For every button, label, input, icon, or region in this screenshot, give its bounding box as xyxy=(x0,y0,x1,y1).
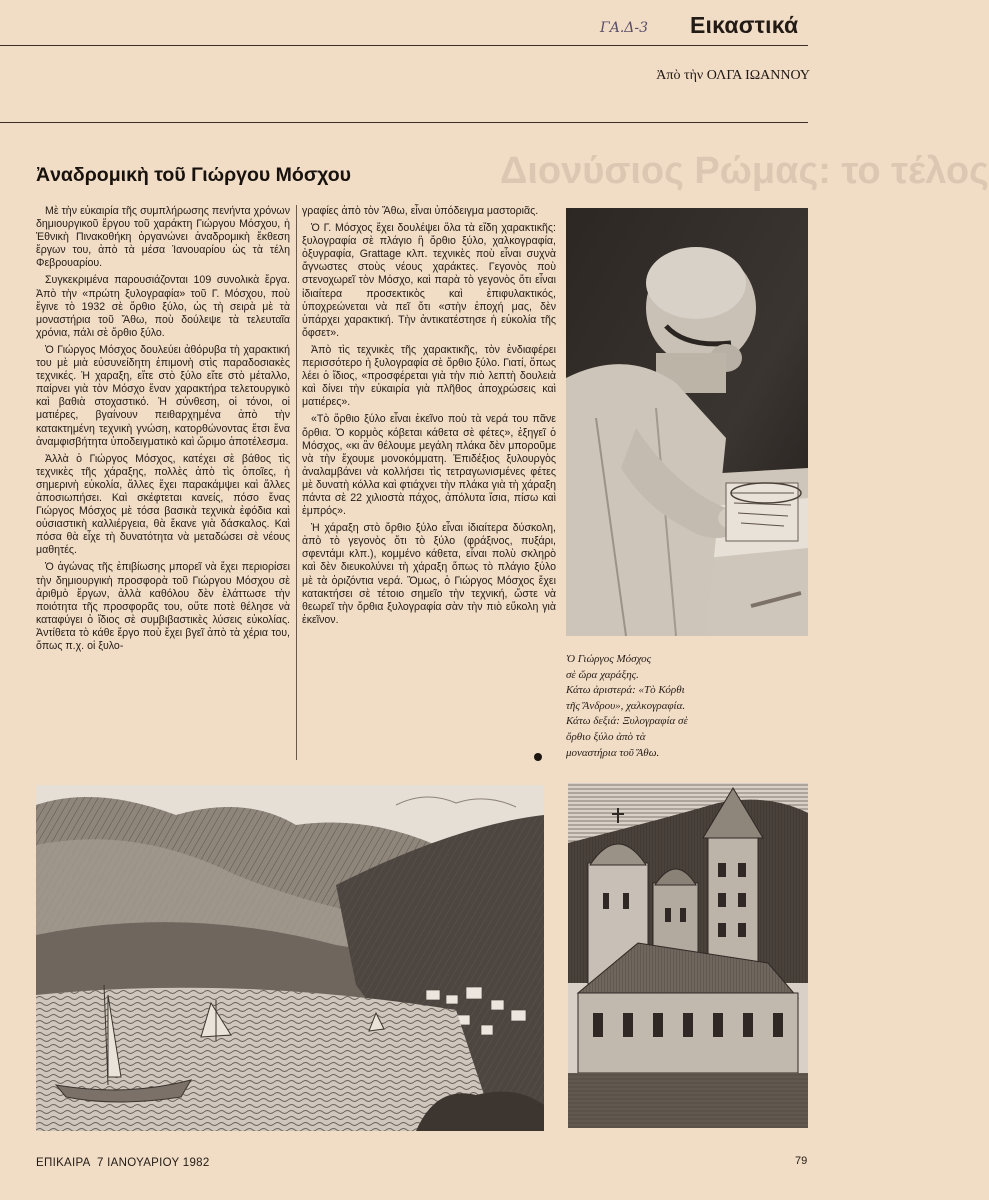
background-bleed-text: Διονύσιος Ρώμας: το τέλος xyxy=(500,150,989,192)
column-divider xyxy=(296,205,297,760)
caption-line: ὄρθιο ξύλο ἀπὸ τὰ xyxy=(566,730,646,743)
section-label: Εικαστικά xyxy=(690,12,799,38)
article-column-1 xyxy=(36,205,290,657)
paragraph: Ὁ Γ. Μόσχος ἔχει δουλέψει ὅλα τὰ εἴδη χαρακτικῆς: ξυλογραφία σὲ πλάγιο ἢ ὄρθιο ξύλο, χαλκογραφία, ὀξυγραφία, Grattage κλπ. τεχνικὲς ποὺ εἶναι συχνὰ ἄγνωστες στοὺς νέους χαράκτες. Γεγονὸς ποὺ στενοχωρεῖ τὸν Μόσχο, καὶ παρὰ τὸ γεγονὸς ὅτι εἶναι ἰδιαίτερα προσεκτικὸς καὶ ἐπιφυλακτικός, ὑποχρεώνεται νὰ πεῖ ὅτι «στὴν ἐποχή μας, δὲν ὑπάρχει χαρακτική. Τὴν ἀντικατέστησε ἡ εὐκολία τῆς ὄφσετ». xyxy=(302,222,556,339)
handwritten-note: ΓΑ.Δ-3 xyxy=(600,20,649,36)
paragraph: γραφίες ἀπὸ τὸν Ἄθω, εἶναι ὑπόδειγμα μαστοριᾶς. xyxy=(302,205,539,217)
photo-caption xyxy=(566,652,796,761)
caption-line: σὲ ὥρα χαράξης. xyxy=(566,668,639,681)
publication-footer: ΕΠΙΚΑΙΡΑ 7 ΙΑΝΟΥΑΡΙΟΥ 1982 xyxy=(36,1157,210,1169)
byline: Ἀπὸ τὴν ΟΛΓΑ ΙΩΑΝΝΟΥ xyxy=(656,68,810,83)
paragraph: Ὁ ἀγώνας τῆς ἐπιβίωσης μπορεῖ νὰ ἔχει περιορίσει τὴν δημιουργικὴ προσφορὰ τοῦ Γιώργου Μόσχου σὲ ἀριθμὸ ἔργων, ἀλλὰ καθόλου δὲν ἐλάττωσε τὴν ποιότητα τῆς προσφορᾶς του, οὔτε ποτὲ θέλησε νὰ καταφύγει ὁ ἴδιος σὲ συμβιβαστικὲς λύσεις εὐκολίας. Ἀντίθετα τὸ κάθε ἔργο ποὺ ἔχει βγεῖ ἀπὸ τὰ χέρια του, ὅπως π.χ. οἱ ξυλο- xyxy=(36,561,290,652)
paragraph: Συγκεκριμένα παρουσιάζονται 109 συνολικὰ ἔργα. Ἀπὸ τὴν «πρώτη ξυλογραφία» τοῦ Γ. Μόσχου, ποὺ ἔγινε τὸ 1932 σὲ ὄρθιο ξύλο, ὡς τὴ σειρὰ μὲ τὰ μοναστήρια τοῦ Ἄθω, ποὺ δούλεψε τὰ τελευταῖα χρόνια, πάλι σὲ ὄρθιο ξύλο. xyxy=(36,274,290,339)
paragraph: Ὁ Γιώργος Μόσχος δουλεύει ἀθόρυβα τὴ χαρακτική του μὲ μιὰ εὐσυνείδητη ἐπιμονὴ στὶς παραδοσιακὲς τεχνικές. Ἡ χαραξη, εἴτε στὸ ξύλο εἴτε στὸ μέταλλο, παίρνει γιὰ τὸν Μόσχο ἕναν χαρακτήρα τελετουργικὸ καὶ βαθιὰ στοχαστικό. Ἡ σύνθεση, οἱ τόνοι, οἱ ματιέρες, βγαίνουν πειθαρχημένα ἀπὸ τὴν κατακτημένη τεχνικὴ γνώση, κατορθώνοντας ἔτσι ἕνα ἀναμφισβήτητα ὑποδειγματικὸ καὶ ὥριμο ἀποτέλεσμα. xyxy=(36,343,290,448)
top-rule xyxy=(0,45,808,46)
caption-line: μοναστήρια τοῦ Ἄθω. xyxy=(566,746,660,759)
artist-photo xyxy=(566,208,808,636)
paragraph: Ἀλλὰ ὁ Γιώργος Μόσχος, κατέχει σὲ βάθος τὶς τεχνικὲς τῆς χάραξης, πολλὲς ἀπὸ τὶς ὁποῖες, ἡ σημερινὴ εὐκολία, ἄλλες ἔχει παρακάμψει καὶ ἄλλες ἀποσιωπήσει. Καὶ σκέφτεται κανείς, πόσο ἕνας Γιώργος Μόσχος μὲ τόσα βασικὰ τεχνικὰ ἐφόδια καὶ οὐσιαστικὴ καλλιέργεια, θὰ ἔκανε γιὰ δάσκαλος. Καὶ πόσα θὰ εἶχε τὴ δυνατότητα νὰ μεταδώσει σὲ νέους μαθητές. xyxy=(36,452,290,557)
caption-line: Κάτω ἀριστερά: «Τὸ Κόρθι xyxy=(566,684,685,697)
end-bullet xyxy=(534,753,542,761)
paragraph: «Τὸ ὄρθιο ξύλο εἶναι ἐκεῖνο ποὺ τὰ νερά του πᾶνε ὄρθια. Ὁ κορμὸς κόβεται κάθετα σὲ φέτες», ἐξηγεῖ ὁ Μόσχος, «κι ἂν θέλουμε μεγάλη πλάκα δὲν μποροῦμε νὰ τὴν ἔχουμε μονοκόμματη. Ἐπιδέξιος ξυλουργὸς ἀναλαμβάνει νὰ κολλήσει τὶς τετραγωνισμένες φέτες μὲ δυνατὴ κόλλα καὶ φτιάχνει τὴν πλάκα γιὰ τὴ χάραξη πάντα σὲ 22 χιλιοστὰ πάχος, ἀπόλυτα ἴσια, πίσω καὶ ἐμπρός». xyxy=(302,413,556,518)
paragraph: Ἡ χάραξη στὸ ὄρθιο ξύλο εἶναι ἰδιαίτερα δύσκολη, ἀπὸ τὸ γεγονὸς ὅτι τὸ ξύλο (φράξινος, πυξάρι, σφεντάμι κλπ.), κομμένο κάθετα, εἶναι πολὺ σκληρὸ καὶ δὲν διευκολύνει τὴ χάραξη ὅπως τὸ πλάγιο ξύλο μὲ τὰ ὁριζόντια νερά. Ὅμως, ὁ Γιώργος Μόσχος ἔχει κατακτήσει σὲ τέτοιο σημεῖο τὴν τεχνική, ὥστε νὰ θεωρεῖ τὴν ὄρθια ξυλογραφία σὰν τὴν πιὸ εὔκολη γιὰ ἐκεῖνον. xyxy=(302,522,556,626)
caption-line: Κάτω δεξιά: Ξυλογραφία σὲ xyxy=(566,715,688,728)
caption-line: Ὁ Γιώργος Μόσχος xyxy=(566,653,652,665)
page-number: 79 xyxy=(795,1155,808,1167)
article-headline: Ἀναδρομικὴ τοῦ Γιώργου Μόσχου xyxy=(36,164,351,186)
paragraph: Ἀπὸ τὶς τεχνικὲς τῆς χαρακτικῆς, τὸν ἐνδιαφέρει περισσότερο ἡ ξυλογραφία σὲ ὄρθιο ξύλο. Γιατί, ὅπως λέει ὁ ἴδιος, «προσφέρεται γιὰ τὴν πιὸ λεπτὴ δουλειὰ καὶ δίνει τὴν εὐκαιρία γιὰ πλῆθος ἀποχρώσεις καὶ ματιέρες». xyxy=(302,343,556,409)
etching-korthi-andros xyxy=(36,785,544,1131)
article-column-2 xyxy=(302,205,556,631)
paragraph: Μὲ τὴν εὐκαιρία τῆς συμπλήρωσης πενήντα χρόνων δημιουργικοῦ ἔργου τοῦ χαράκτη Γιώργου Μόσχου, ἡ Ἐθνικὴ Πινακοθήκη ὀργανώνει ἀναδρομικὴ ἔκθεση ἔργων του, ἀπὸ τὰ μέσα Ἰανουαρίου ὡς τὰ τέλη Φεβρουαρίου. xyxy=(36,205,290,270)
caption-line: τῆς Ἄνδρου», χαλκογραφία. xyxy=(566,699,686,712)
header-rule xyxy=(0,122,808,123)
woodcut-athos-monastery xyxy=(568,783,808,1128)
